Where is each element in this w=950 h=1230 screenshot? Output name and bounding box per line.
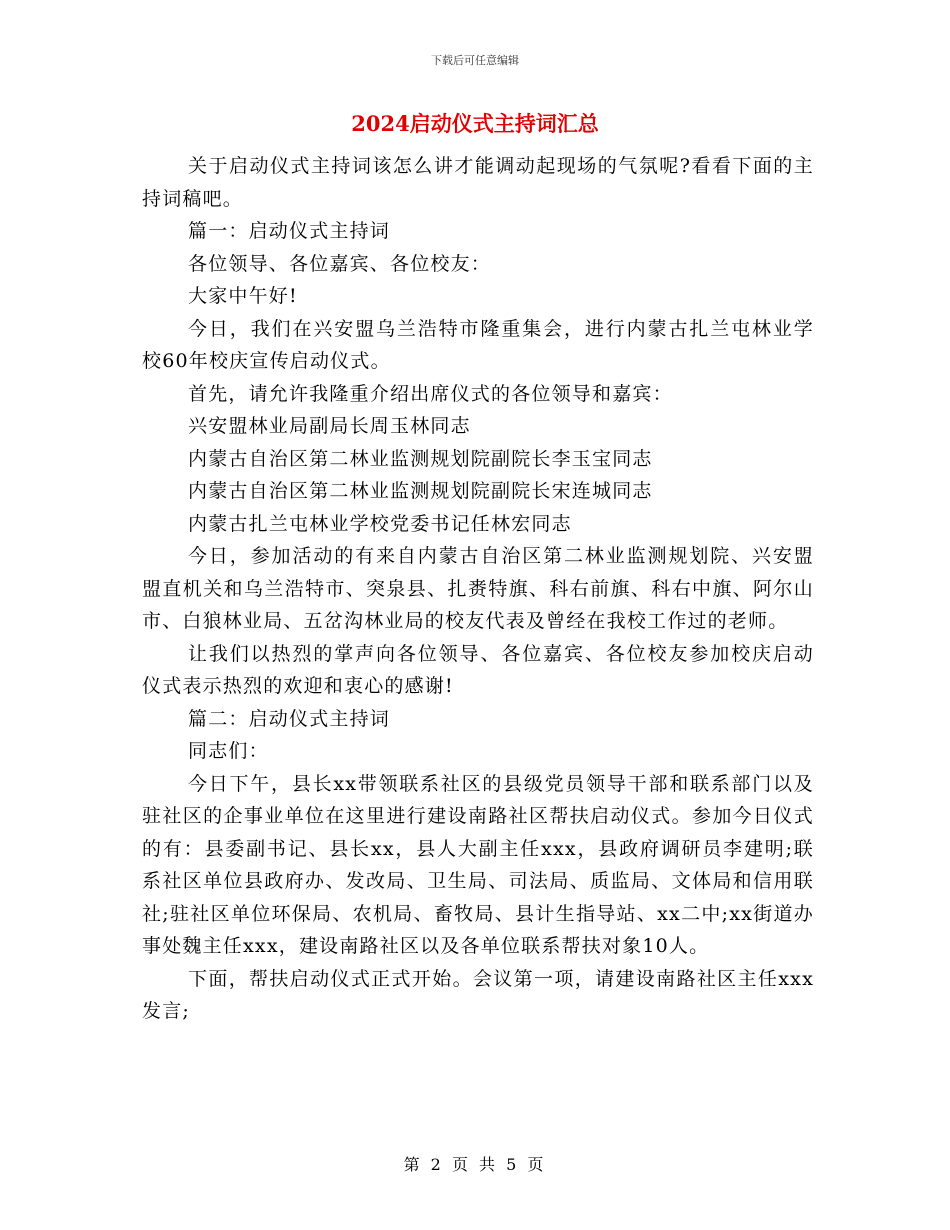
- page-number: 第 2 页 共 5 页: [403, 1155, 547, 1174]
- paragraph: 大家中午好!: [188, 285, 298, 307]
- paragraph: 关于启动仪式主持词该怎么讲才能调动起现场的气氛呢?看看下面的主持词稿吧。: [142, 155, 814, 210]
- paragraph: 首先，请允许我隆重介绍出席仪式的各位领导和嘉宾：: [188, 382, 673, 405]
- document-body: [142, 150, 814, 1028]
- guest-line: 内蒙古自治区第二林业监测规划院副院长宋连城同志: [188, 480, 653, 502]
- header-note: 下载后可任意编辑: [431, 54, 519, 67]
- paragraph: 同志们：: [188, 740, 269, 762]
- paragraph: 让我们以热烈的掌声向各位领导、各位嘉宾、各位校友参加校庆启动仪式表示热烈的欢迎和衷心的感谢!: [142, 642, 814, 697]
- section-heading: 篇二：启动仪式主持词: [188, 707, 391, 730]
- paragraph: 今日，我们在兴安盟乌兰浩特市隆重集会，进行内蒙古扎兰屯林业学校60年校庆宣传启动仪式。: [142, 317, 814, 372]
- paragraph: 下面，帮扶启动仪式正式开始。会议第一项，请建设南路社区主任xxx发言;: [142, 967, 814, 1022]
- guest-line: 内蒙古扎兰屯林业学校党委书记任林宏同志: [188, 512, 572, 535]
- paragraph: 各位领导、各位嘉宾、各位校友：: [188, 252, 492, 275]
- document-title: 2024启动仪式主持词汇总: [351, 111, 599, 136]
- paragraph: 今日下午，县长xx带领联系社区的县级党员领导干部和联系部门以及驻社区的企事业单位在这里进行建设南路社区帮扶启动仪式。参加今日仪式的有：县委副书记、县长xx，县人大副主任xxx，县政府调研员李建明;联系社区单位县政府办、发改局、卫生局、司法局、质监局、文体局和信用联社;驻社区单位环保局、农机局、畜牧局、县计生指导站、xx二中;xx街道办事处魏主任xxx，建设南路社区以及各单位联系帮扶对象10人。: [142, 772, 814, 957]
- section-heading: 篇一：启动仪式主持词: [188, 220, 391, 242]
- paragraph: 今日，参加活动的有来自内蒙古自治区第二林业监测规划院、兴安盟盟直机关和乌兰浩特市、突泉县、扎赉特旗、科右前旗、科右中旗、阿尔山市、白狼林业局、五岔沟林业局的校友代表及曾经在我校工作过的老师。: [142, 545, 814, 632]
- guest-line: 内蒙古自治区第二林业监测规划院副院长李玉宝同志: [188, 447, 653, 470]
- guest-line: 兴安盟林业局副局长周玉林同志: [188, 415, 471, 437]
